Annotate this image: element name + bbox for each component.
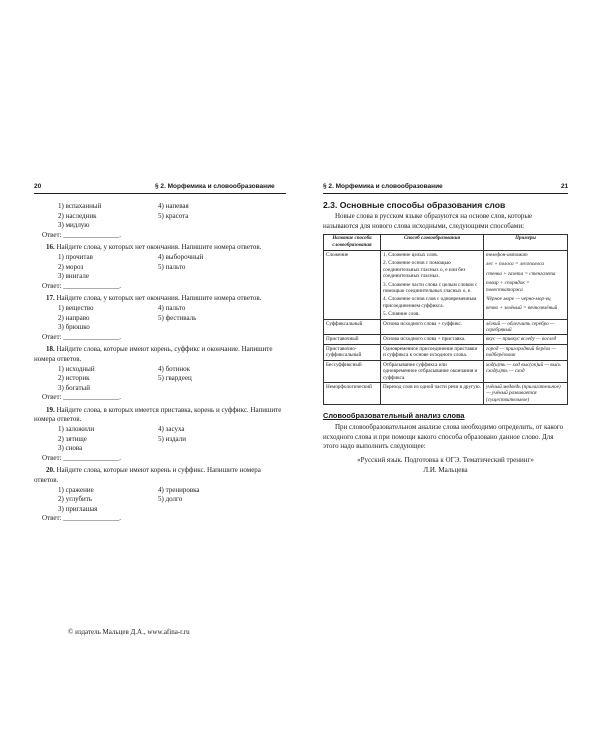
example-line: лес + полоса = лесополоса [486,261,544,268]
option-item: 5) красота [158,211,189,220]
method-description [381,251,484,320]
option-item [158,221,258,231]
table-row [324,344,568,360]
option-item: 3) приглашая [58,504,98,513]
answer-line: Ответ: ________________. [42,230,121,239]
option-item: 5) пальто [158,262,186,271]
task-text: Найдите слова, в которых имеется приставка, корень и суффикс. Напишите номера ответов. [34,405,282,424]
answer-line: Ответ: ________________. [42,332,121,341]
option-item: 5) долго [158,495,183,504]
method-name: Сложение [324,251,381,320]
option-item: 2) углубить [58,495,93,504]
example-line: повар + спорядок = повесткаторжа [486,280,530,293]
answer-line: Ответ: ________________. [42,514,121,523]
book-author: Л.И. Мальцева [423,465,468,474]
example-line: телефон-автомат [486,252,528,258]
right-header-rule [323,193,568,194]
option-item: 2) направо [58,313,90,322]
example-line: вкус — привкус вследу — вослед [486,336,557,343]
method-description [381,382,484,404]
method-examples [484,344,568,360]
table-header: Способ словообразования [381,235,484,251]
right-page-number: 21 [561,183,569,190]
task-number: 18. [46,345,55,354]
table-row [324,319,568,335]
option-item: 5) издали [158,434,186,443]
task-number: 16. [46,243,55,252]
option-item: 1) вещество [58,303,94,312]
option-item: 3) снова [58,444,83,453]
method-line: Основа исходного слова + приставка. [383,336,466,343]
method-line: 2. Сложение основ с помощью соединительных гласных о, е или без соединительных гласных. [383,260,466,280]
option-item [158,444,258,454]
top-options [34,202,286,231]
option-item: 3) внигале [58,272,90,281]
task-number: 17. [46,294,55,303]
answer-line: Ответ: ________________. [42,393,121,402]
method-line: Одновременное присоединение приставки и суффикса к основе исходного слова. [383,345,478,359]
method-line: 5. Слияние слов. [383,311,420,318]
method-name: Бессуффиксный [324,360,381,382]
method-name: Неморфологический [324,382,381,404]
option-item: 1) заложили [58,425,95,434]
example-line: учёный медведь (прилагательное) — учёный развивается (существительное) [486,383,561,403]
table-row [324,251,568,320]
option-item: 2) зятище [58,434,87,443]
method-description [381,319,484,335]
option-item: 5) гвардеец [158,374,192,383]
task-list [34,243,286,524]
method-examples [484,382,568,404]
method-line: 1. Сложение целых слов. [383,252,438,258]
option-item [158,384,258,394]
task-question [34,406,286,425]
right-running-head: § 2. Морфемика и словообразование [323,183,443,190]
right-page-body [323,200,568,475]
task-text: Найдите слова, которые имеют корень и суффикс. Напишите номера ответов. [34,466,261,485]
word-formation-table [323,234,568,405]
task-options [34,486,286,515]
task-text: Найдите слова, которые имеют корень, суффикс и окончание. Напишите номера ответов. [34,345,273,363]
task-number: 19. [46,405,55,414]
method-line: 4. Сложение основ слов с одновременным присоединением суффикса. [383,296,477,309]
left-page-number: 20 [34,183,42,190]
example-line: лёгкий — облегчить серебро — серебряный [486,320,555,334]
table-row [324,360,568,382]
option-item: 1) вспаханный [58,202,102,210]
option-item: 1) исходный [58,364,95,373]
method-name: Приставочно-суффиксальный [324,344,381,360]
option-item [158,272,258,282]
table-row [324,382,568,404]
example-line: Чёрное море — черно-мор-ец [486,296,551,303]
answer-line: Ответ: ________________. [42,281,121,290]
left-page-body [34,202,286,524]
method-description [381,335,484,344]
method-name: Суффиксальный [324,319,381,335]
example-line: стенка + газета = стенгазета [486,270,556,277]
task-question [34,243,286,253]
method-line: Основа исходного слова + суффикс. [383,320,462,327]
option-item: 3) брюшко [58,323,90,332]
task-question [34,294,286,304]
option-item: 2) историк [58,374,90,383]
task-options [34,365,286,394]
method-examples [484,335,568,344]
option-item: 3) мидлую [58,221,90,230]
method-examples [484,319,568,335]
subsection-title: Словообразовательный анализ слова [323,411,465,421]
method-line: Переход слов из одной части речи в другую. [383,383,481,390]
method-examples [484,360,568,382]
method-line: Отбрасывание суффикса или одновременное отбрасывание окончания и суффикса. [383,361,478,381]
method-name: Приставочный [324,335,381,344]
option-item: 3) богатый [58,383,90,392]
method-line: 3. Сложение части слова с целым словом с помощью соединительных гласных о, е. [383,281,478,295]
task-number: 20. [46,466,55,475]
task-question [34,345,286,364]
analysis-text: При словообразовательном анализе слова необходимо определить, от какого исходного слова и при помощи какого способа образовано данное слово. Для этого надо выполнить следующее: [323,423,564,451]
option-item: 4) выборочный [158,252,204,261]
example-line: вечно + зелёный = вечнозелёный [486,305,558,312]
option-item: 5) фестиваль [158,313,197,322]
section-intro: Новые слова в русском языке образуются на основе слов, которые называются для нового слова исходными, следующими способами: [323,212,533,230]
example-line: город — пригородный берёза — подберёзовик [486,345,557,359]
option-item: 4) напевая [158,202,189,210]
answer-line: Ответ: ________________. [42,453,121,462]
option-item: 4) тренировка [158,485,200,494]
task-options [34,304,286,333]
left-footer: © издатель Мальцев Д.А., www.afina-r.ru [68,628,190,636]
method-description [381,344,484,360]
option-item [158,323,258,333]
option-item: 1) сражение [58,485,94,494]
option-item: 4) пальто [158,303,186,312]
option-item: 4) ботинок [158,364,191,373]
method-description [381,360,484,382]
example-line: ход(и)ть — ход выс(ок)ий — высь сход(и)ть — сход [486,361,561,375]
task-question [34,466,286,485]
table-header: Примеры [484,235,568,251]
option-item: 2) мороз [58,262,84,271]
left-header-rule [34,193,286,194]
option-item [158,505,258,515]
section-title: 2.3. Основные способы образования слов [323,200,506,210]
left-running-head: § 2. Морфемика и словообразование [155,183,275,190]
task-text: Найдите слова, у которых нет окончания. Напишите номера ответов. [56,294,262,303]
option-item: 4) засуха [158,425,185,434]
task-options [34,425,286,454]
table-header: Название способа словообразования [324,235,381,251]
method-examples [484,251,568,320]
task-text: Найдите слова, у которых нет окончания. Напишите номера ответов. [56,243,262,252]
table-row [324,335,568,344]
book-title: «Русский язык. Подготовка к ОГЭ. Тематический тренинг» [357,455,534,464]
task-options [34,253,286,282]
option-item: 2) наследник [58,211,97,220]
option-item: 1) прочитав [58,252,93,261]
